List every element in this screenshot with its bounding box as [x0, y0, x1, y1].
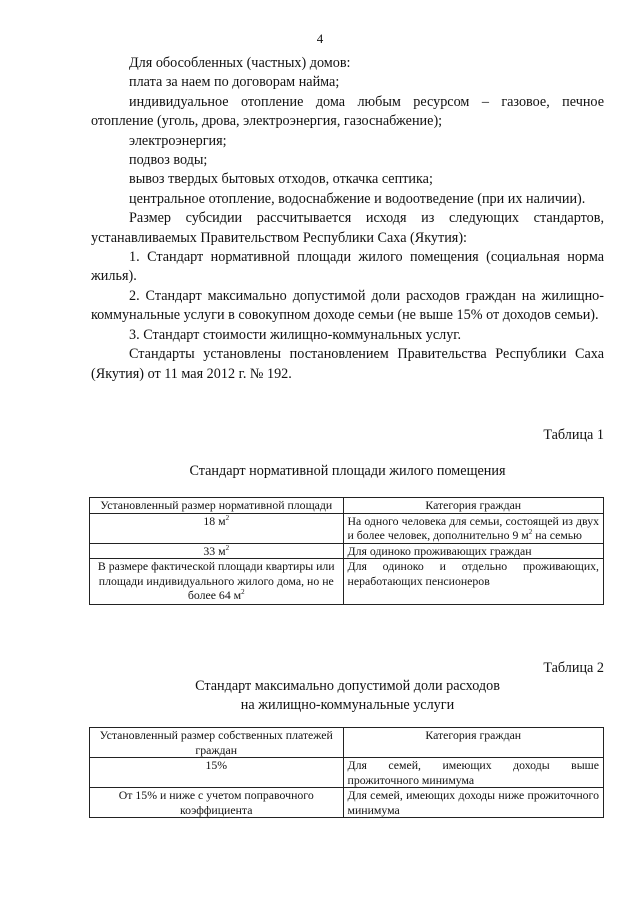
paragraph: индивидуальное отопление дома любым ресурсом – газовое, печное отопление (уголь, дрова, электроэнергия, газоснабжение); [91, 93, 604, 130]
table-header-cell: Установленный размер нормативной площади [90, 498, 344, 514]
page-number: 4 [316, 31, 324, 46]
table-cell [90, 513, 344, 543]
table-row [90, 559, 604, 605]
table-header-row [90, 728, 604, 758]
paragraph: электроэнергия; [129, 132, 227, 149]
table-row [90, 543, 604, 559]
table2-label: Таблица 2 [543, 660, 604, 676]
cell-text: 33 м [203, 543, 226, 558]
table-header-row [90, 498, 604, 514]
table-row [90, 513, 604, 543]
cell-text: В размере фактической площади квартиры или площади индивидуального жилого дома, но не более 64 м [97, 559, 335, 602]
table-cell: Для семей, имеющих доходы выше прожиточного минимума [343, 758, 603, 788]
table-header-cell: Категория граждан [343, 728, 603, 758]
table-row [90, 758, 604, 788]
paragraph: 3. Стандарт стоимости жилищно-коммунальных услуг. [129, 326, 462, 343]
paragraph: 2. Стандарт максимально допустимой доли расходов граждан на жилищно-коммунальные услуги в совокупном доходе семьи (не выше 15% от доходов семьи). [91, 287, 604, 324]
table1 [89, 497, 604, 605]
table-cell [90, 559, 344, 605]
table-header-cell: Категория граждан [343, 498, 603, 514]
table2 [89, 727, 604, 818]
paragraph: Для обособленных (частных) домов: [129, 55, 351, 71]
table2-title [91, 677, 604, 715]
superscript: 2 [528, 528, 533, 537]
paragraph: подвоз воды; [129, 152, 208, 169]
paragraph: вывоз твердых бытовых отходов, откачка септика; [129, 171, 433, 188]
paragraph: центральное отопление, водоснабжение и водоотведение (при их наличии). [129, 190, 586, 207]
table-row [90, 788, 604, 818]
body-text [91, 54, 604, 384]
table-cell: Для одиноко и отдельно проживающих, неработающих пенсионеров [343, 559, 603, 605]
table-cell [90, 543, 344, 559]
paragraph: плата за наем по договорам найма; [129, 74, 340, 91]
paragraph: Размер субсидии рассчитывается исходя из следующих стандартов, устанавливаемых Правительством Республики Саха (Якутия): [91, 210, 604, 246]
cell-text: На одного человека для семьи, состоящей из двух и более человек, дополнительно 9 м [347, 513, 599, 542]
cell-text: 18 м [203, 513, 226, 528]
cell-text: на семью [532, 528, 582, 542]
table-cell: Для одиноко проживающих граждан [343, 543, 603, 559]
table-header-cell: Установленный размер собственных платежей граждан [90, 728, 344, 758]
table1-title: Стандарт нормативной площади жилого помещения [189, 463, 506, 479]
superscript: 2 [225, 543, 230, 552]
table-cell: От 15% и ниже с учетом поправочного коэффициента [90, 788, 344, 818]
table2-title-line: на жилищно-коммунальные услуги [240, 697, 455, 713]
superscript: 2 [241, 588, 245, 597]
table1-label: Таблица 1 [543, 427, 604, 443]
paragraph: Стандарты установлены постановлением Правительства Республики Саха (Якутия) от 11 мая 2012 г. № 192. [91, 346, 604, 382]
superscript: 2 [225, 513, 230, 522]
table-cell [343, 513, 603, 543]
paragraph: 1. Стандарт нормативной площади жилого помещения (социальная норма жилья). [91, 249, 604, 285]
table-cell: 15% [90, 758, 344, 788]
table-cell: Для семей, имеющих доходы ниже прожиточного минимума [343, 788, 603, 818]
table2-title-line: Стандарт максимально допустимой доли расходов [195, 678, 500, 694]
